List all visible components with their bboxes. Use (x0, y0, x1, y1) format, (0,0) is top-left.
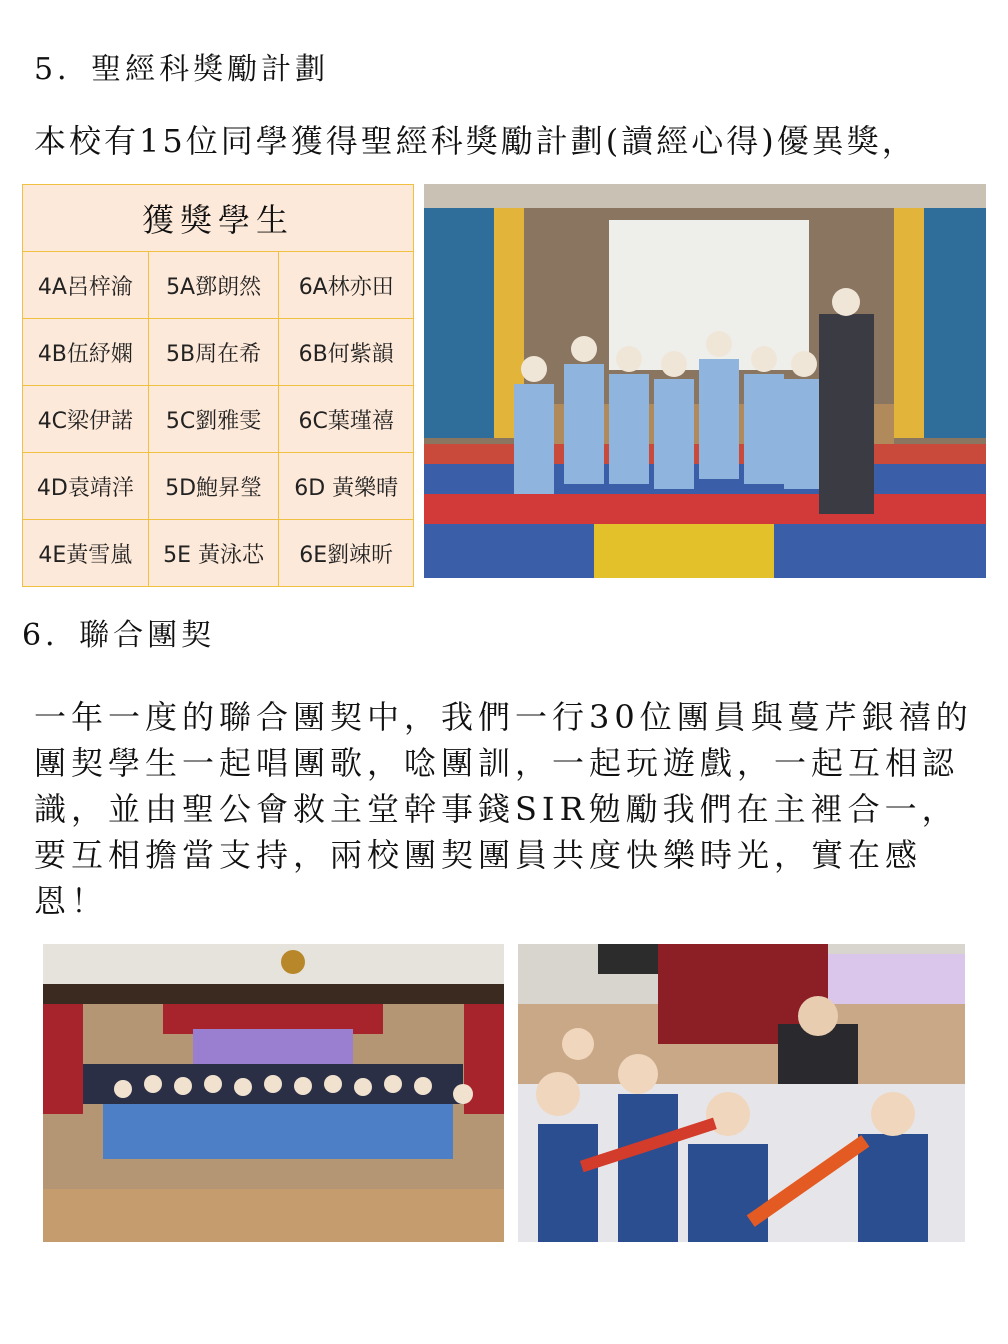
table-cell: 6D 黃樂晴 (279, 453, 414, 520)
fellowship-group-photo (43, 944, 504, 1242)
table-cell: 4B伍紓嫻 (23, 319, 149, 386)
award-students-table (22, 184, 414, 587)
table-row (23, 252, 414, 319)
table-cell: 5E 黃泳芯 (148, 520, 279, 587)
award-ceremony-photo (424, 184, 986, 578)
table-cell: 4E黃雪嵐 (23, 520, 149, 587)
table-row (23, 386, 414, 453)
table-cell: 5A鄧朗然 (148, 252, 279, 319)
table-cell: 6A林亦田 (279, 252, 414, 319)
table-row (23, 319, 414, 386)
section-6-heading: 6．聯合團契 (22, 618, 216, 653)
table-cell: 6E劉竦昕 (279, 520, 414, 587)
table-cell: 6C葉瑾禧 (279, 386, 414, 453)
table-cell: 4C梁伊諾 (23, 386, 149, 453)
table-row (23, 453, 414, 520)
section-5-paragraph: 本校有15位同學獲得聖經科獎勵計劃(讀經心得)優異獎， (34, 122, 917, 160)
table-cell: 5C劉雅雯 (148, 386, 279, 453)
table-header: 獲獎學生 (23, 185, 414, 252)
table-cell: 4D袁靖洋 (23, 453, 149, 520)
section-5-heading: 5．聖經科獎勵計劃 (34, 52, 330, 87)
table-cell: 6B何紫韻 (279, 319, 414, 386)
section-6-paragraph: 一年一度的聯合團契中，我們一行30位團員與蔓芹銀禧的團契學生一起唱團歌，唸團訓，一起玩遊戲，一起互相認識，並由聖公會救主堂幹事錢SIR勉勵我們在主裡合一，要互相擔當支持，兩校團契團員共度快樂時光，實在感恩！ (34, 698, 973, 920)
table-cell: 4A呂梓渝 (23, 252, 149, 319)
table-cell: 5D鮑昇瑩 (148, 453, 279, 520)
fellowship-game-photo (518, 944, 965, 1242)
table-cell: 5B周在希 (148, 319, 279, 386)
table-row (23, 520, 414, 587)
table-header-row (23, 185, 414, 252)
